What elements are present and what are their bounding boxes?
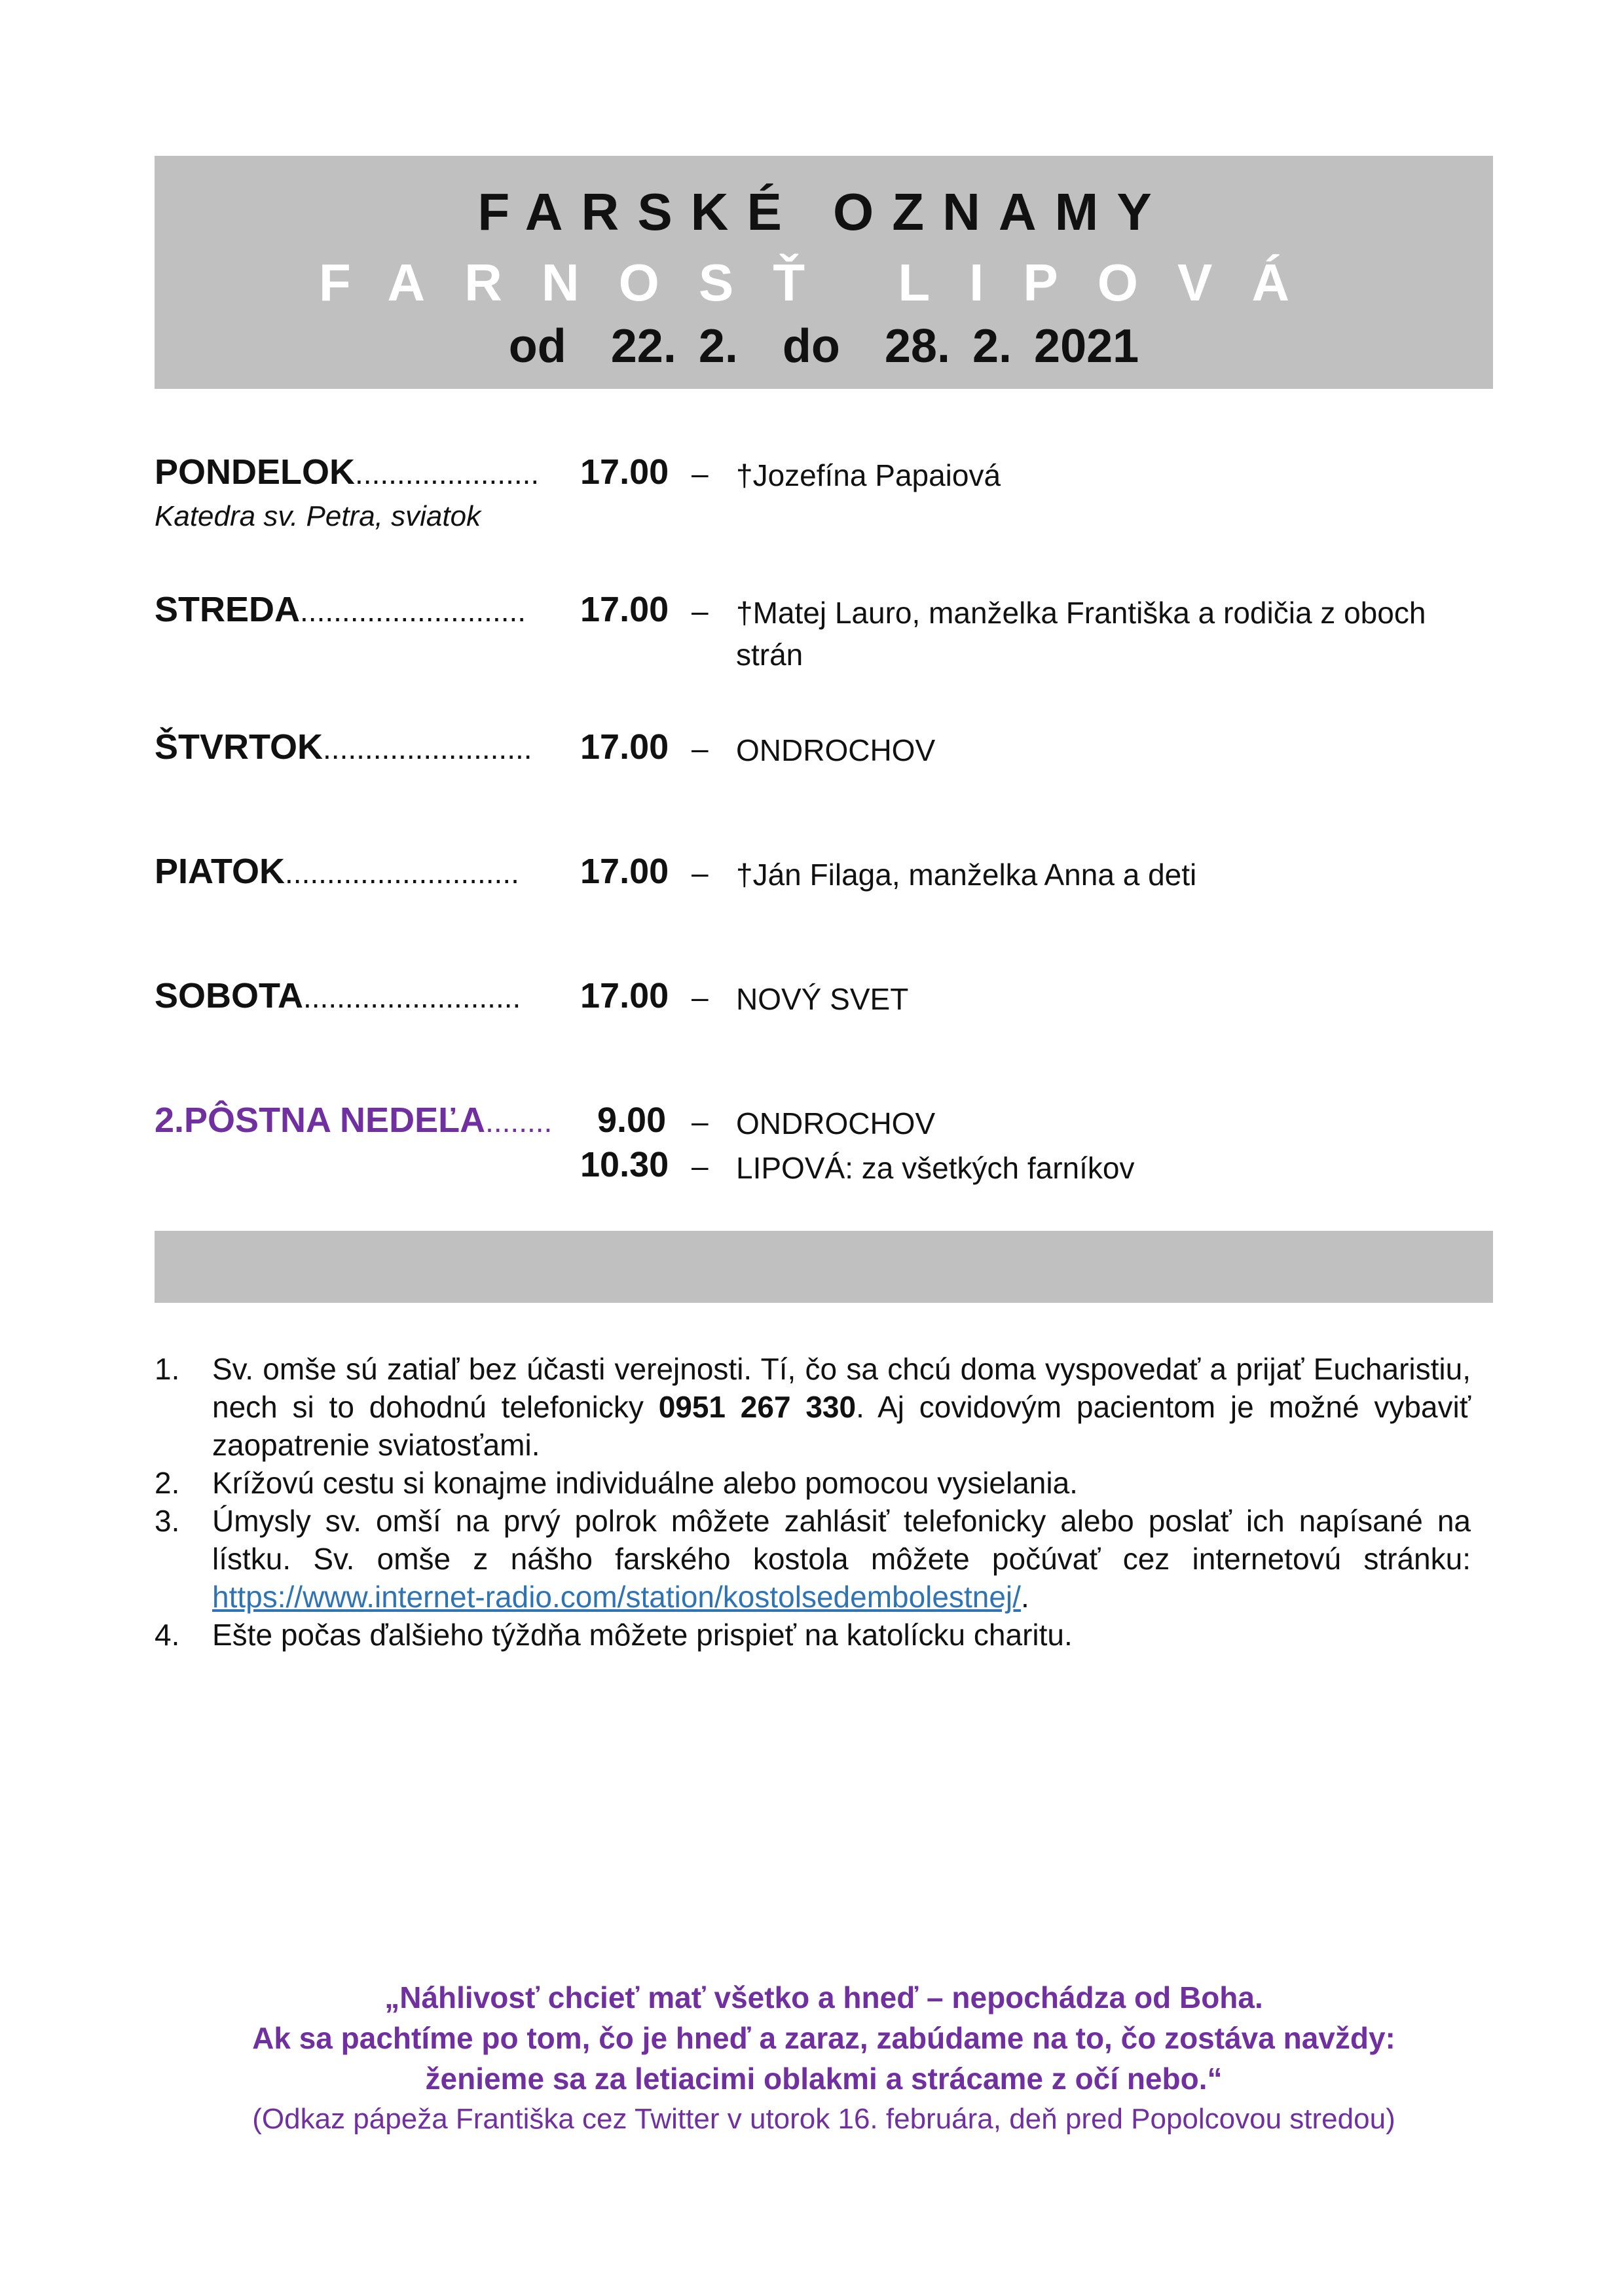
mass-time-2: 10.30: [580, 1145, 669, 1184]
item-text: Krížovú cestu si konajme individuálne alebo pomocou vysielania.: [212, 1466, 1078, 1500]
day-label: ŠTVRTOK.........................: [155, 727, 532, 767]
mass-intention-2: LIPOVÁ: za všetkých farníkov: [736, 1151, 1135, 1185]
list-item: [155, 1616, 1471, 1654]
quote-line-3: ženieme sa za letiacimi oblakmi a strácame z očí nebo.“: [425, 2062, 1223, 2096]
day-label: 2.PÔSTNA NEDEĽA........: [155, 1101, 553, 1140]
item-text: Úmysly sv. omší na prvý polrok môžete zahlásiť telefonicky alebo poslať ich napísané na lístku. Sv. omše z nášho farského kostola môžete počúvať cez internetovú stránku:: [212, 1504, 1471, 1576]
dash: –: [692, 456, 709, 490]
quote-line-2: Ak sa pachtíme po tom, čo je hneď a zaraz, zabúdame na to, čo zostáva navždy:: [252, 2021, 1395, 2055]
mass-location: NOVÝ SVET: [736, 982, 909, 1016]
mass-intention: †Jozefína Papaiová: [736, 458, 1001, 492]
quote-line-1: „Náhlivosť chcieť mať všetko a hneď – nepochádza od Boha.: [384, 1980, 1263, 2014]
mass-intention: †Ján Filaga, manželka Anna a deti: [736, 858, 1197, 892]
list-item: [155, 1350, 1471, 1464]
dash: –: [692, 731, 709, 765]
mass-time: 17.00: [580, 727, 669, 767]
list-item: [155, 1502, 1471, 1616]
mass-time: 17.00: [580, 590, 669, 629]
mass-location: ONDROCHOV: [736, 733, 936, 767]
mass-time: 17.00: [580, 852, 669, 891]
dash: –: [692, 856, 709, 890]
parish-name: FARNOSŤ LIPOVÁ: [318, 253, 1329, 312]
separator-band: [155, 1231, 1493, 1303]
item-text-end: .: [1020, 1580, 1029, 1614]
day-label: PONDELOK......................: [155, 452, 540, 492]
radio-link[interactable]: https://www.internet-radio.com/station/kostolsedembolestnej/: [212, 1580, 1021, 1614]
page-title: FARSKÉ OZNAMY: [477, 183, 1170, 241]
mass-time: 9.00: [597, 1101, 667, 1140]
dash: –: [692, 980, 709, 1014]
mass-location: ONDROCHOV: [736, 1106, 936, 1140]
item-number: 4.: [155, 1618, 180, 1652]
day-label: SOBOTA..........................: [155, 976, 521, 1015]
pope-quote: [155, 1977, 1493, 2140]
item-text: Sv. omše sú zatiaľ bez účasti verejnosti. Tí, čo sa chcú doma vyspovedať a prijať Eucharistiu, nech si to dohodnú telefonicky: [212, 1352, 1471, 1424]
item-number: 1.: [155, 1352, 180, 1386]
dash-2: –: [692, 1149, 709, 1183]
header-band: [155, 156, 1493, 389]
mass-time: 17.00: [580, 452, 669, 492]
phone-number: 0951 267 330: [658, 1390, 857, 1424]
item-number: 2.: [155, 1466, 180, 1500]
dash: –: [692, 1104, 709, 1139]
dash: –: [692, 594, 709, 628]
item-number: 3.: [155, 1504, 180, 1538]
date-range: od 22. 2. do 28. 2. 2021: [508, 320, 1139, 373]
feast-note: Katedra sv. Petra, sviatok: [155, 500, 481, 532]
announcements-list: [155, 1350, 1471, 1654]
day-label: STREDA...........................: [155, 590, 526, 629]
item-text-end: . Aj covidovým pacientom je možné vybaviť zaopatrenie sviatosťami.: [212, 1390, 1471, 1462]
mass-time: 17.00: [580, 976, 669, 1015]
list-item: [155, 1464, 1471, 1502]
quote-source: (Odkaz pápeža Františka cez Twitter v utorok 16. februára, deň pred Popolcovou stredou): [252, 2103, 1395, 2135]
mass-intention: †Matej Lauro, manželka Františka a rodičia z oboch strán: [736, 596, 1426, 672]
day-label: PIATOK............................: [155, 852, 519, 891]
item-text: Ešte počas ďalšieho týždňa môžete prispieť na katolícku charitu.: [212, 1618, 1073, 1652]
